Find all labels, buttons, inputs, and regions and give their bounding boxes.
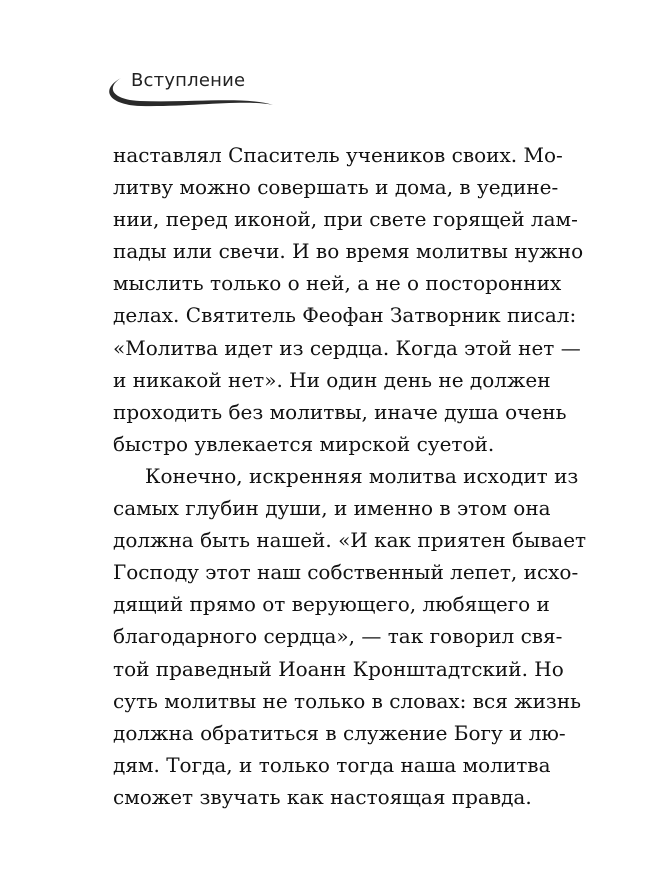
section-title: Вступление xyxy=(131,70,246,91)
text-line: самых глубин души, и именно в этом она xyxy=(113,496,551,521)
text-line: мыслить только о ней, а не о посторонних xyxy=(113,271,562,296)
text-line: дям. Тогда, и только тогда наша молитва xyxy=(113,752,551,777)
text-line: делах. Святитель Феофан Затворник писал: xyxy=(113,303,577,328)
running-header xyxy=(0,0,650,120)
text-line: проходить без молитвы, иначе душа очень xyxy=(113,399,567,424)
text-line: быстро увлекается мирской суетой. xyxy=(113,431,495,456)
text-line: литву можно совершать и дома, в уедине- xyxy=(113,175,559,200)
text-line: Господу этот наш собственный лепет, исхо- xyxy=(113,560,579,585)
text-line: и никакой нет». Ни один день не должен xyxy=(113,367,551,392)
text-line: должна быть нашей. «И как приятен бывает xyxy=(113,528,587,553)
text-line: суть молитвы не только в словах: вся жизнь xyxy=(113,688,582,713)
text-line: дящий прямо от верующего, любящего и xyxy=(113,592,550,617)
text-line: наставлял Спаситель учеников своих. Мо- xyxy=(113,143,563,167)
text-line: должна обратиться в служение Богу и лю- xyxy=(113,720,566,745)
text-line: той праведный Иоанн Кронштадтский. Но xyxy=(113,656,564,681)
text-line: пады или свечи. И во время молитвы нужно xyxy=(113,239,584,264)
page-body-text xyxy=(113,139,587,813)
text-line: благодарного сердца», — так говорил свя- xyxy=(113,624,563,649)
text-line: «Молитва идет из сердца. Когда этой нет — xyxy=(113,335,581,360)
text-line: Конечно, искренняя молитва исходит из xyxy=(145,463,579,488)
text-line: сможет звучать как настоящая правда. xyxy=(113,784,532,809)
text-line: нии, перед иконой, при свете горящей лам- xyxy=(113,207,578,232)
